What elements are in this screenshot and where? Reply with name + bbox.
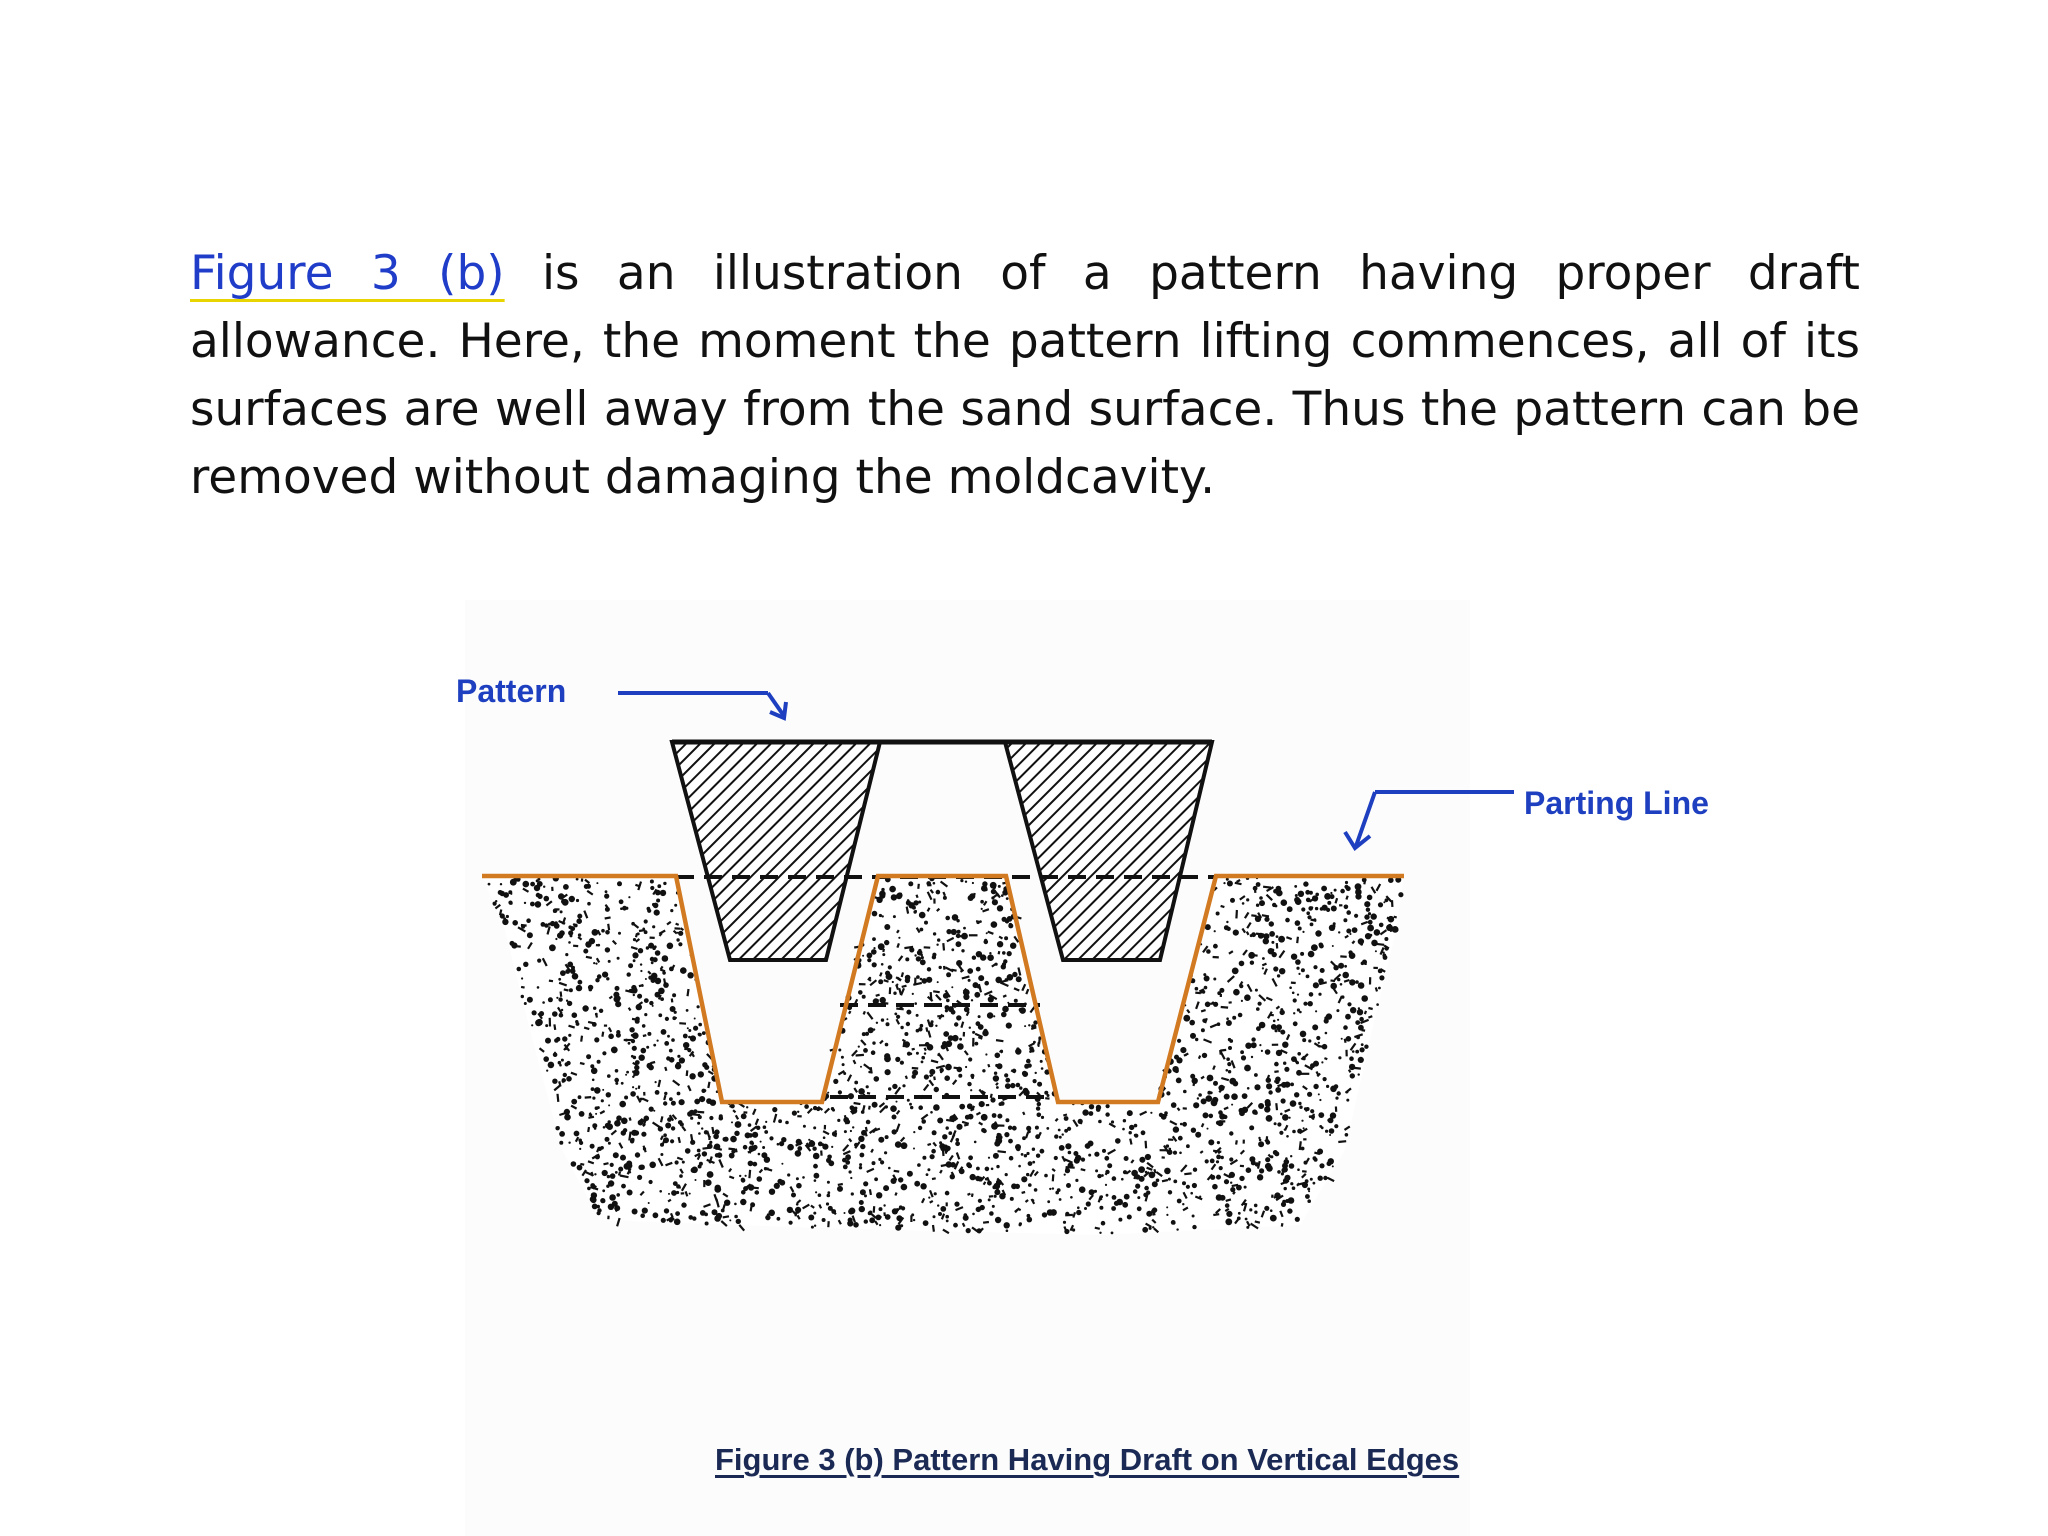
sand-body	[482, 875, 1404, 1235]
figure-caption: Figure 3 (b) Pattern Having Draft on Vertical Edges	[715, 1442, 1460, 1477]
figure-reference-link[interactable]: Figure 3 (b)	[190, 246, 505, 301]
pattern-left-block	[672, 742, 880, 960]
parting-line-label: Parting Line	[1524, 785, 1709, 821]
paragraph-text: is an illustration of a pattern having proper draft allowance. Here, the moment the pattern lifting commences, all of its surfaces are well away from the sand surface. Thus the pattern can be removed without damaging the moldcavity.	[190, 246, 1860, 505]
pattern-arrow	[618, 693, 786, 718]
pattern-label: Pattern	[456, 673, 567, 709]
parting-line-arrow	[1345, 792, 1514, 848]
pattern-right-block	[1005, 742, 1212, 960]
